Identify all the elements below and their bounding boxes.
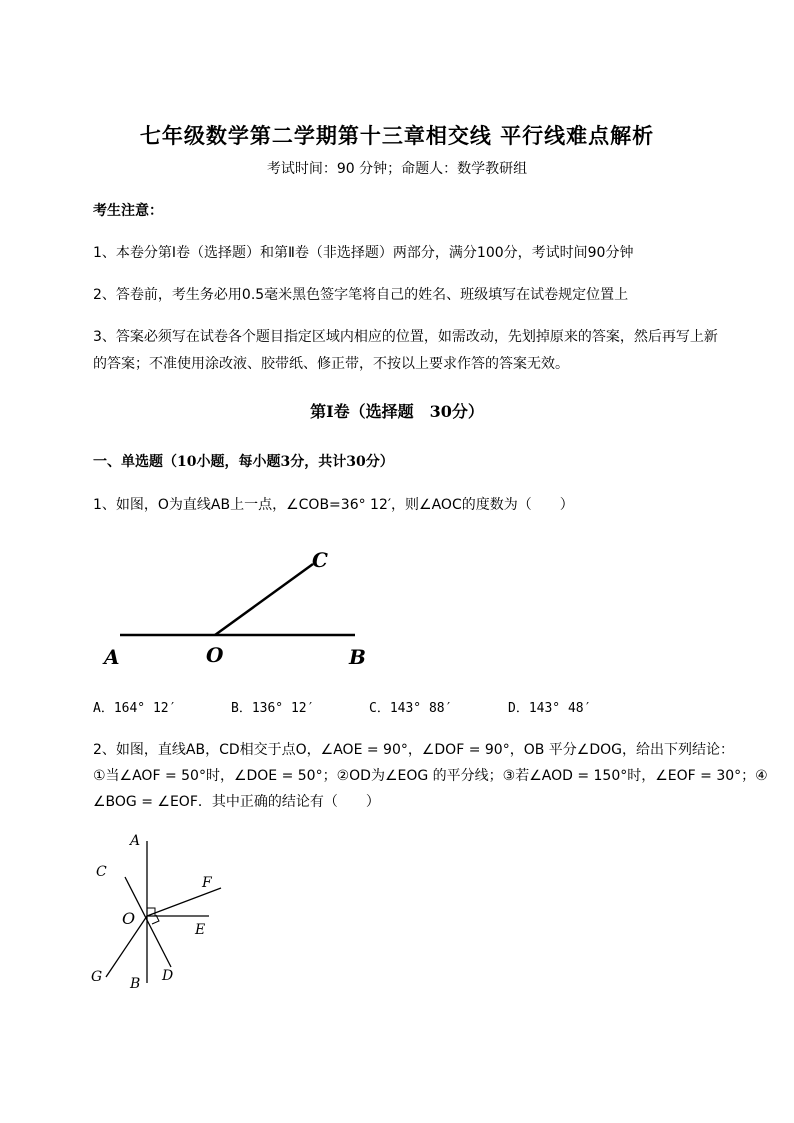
question-2-line-2: ①当∠AOF = 50°时，∠DOE = 50°；②OD为∠EOG 的平分线；③若∠AOD = 150°时，∠EOF = 30°；④ — [93, 768, 768, 784]
option-a: A．164° 12′ — [93, 701, 177, 716]
label-o: O — [122, 909, 136, 928]
subsection-title: 一、单选题（10小题，每小题3分，共计30分） — [93, 454, 394, 470]
label-c: C — [312, 548, 328, 572]
notice-item-3-line-1: 3、答案必须写在试卷各个题目指定区域内相应的位置，如需改动，先划掉原来的答案，然后再写上新 — [93, 329, 718, 345]
option-c: C．143° 88′ — [369, 701, 453, 716]
label-d: D — [162, 968, 174, 984]
section-title: 第Ⅰ卷（选择题 30分） — [310, 402, 484, 421]
exam-info: 考试时间：90 分钟；命题人：数学教研组 — [266, 161, 528, 177]
question-2-line-1: 2、如图，直线AB，CD相交于点O，∠AOE = 90°，∠DOF = 90°，OB 平分∠DOG，给出下列结论： — [93, 742, 734, 758]
label-b: B — [130, 976, 141, 992]
notice-heading: 考生注意： — [93, 203, 163, 219]
label-b: B — [349, 645, 366, 669]
label-e: E — [195, 922, 206, 938]
question-1-text: 1、如图，O为直线AB上一点，∠COB=36° 12′，则∠AOC的度数为（ ） — [93, 497, 574, 513]
question-1-figure — [93, 540, 393, 675]
page-title: 七年级数学第二学期第十三章相交线 平行线难点解析 — [139, 123, 655, 148]
ray-oc — [215, 564, 313, 635]
option-d: D．143° 48′ — [508, 701, 592, 716]
label-f: F — [202, 875, 212, 891]
label-o: O — [206, 643, 224, 667]
ray-of — [147, 888, 221, 916]
notice-item-3-line-2: 的答案；不准使用涂改液、胶带纸、修正带，不按以上要求作答的答案无效。 — [93, 356, 569, 372]
label-a: A — [130, 833, 141, 849]
label-a: A — [104, 645, 120, 669]
question-2-figure — [83, 825, 243, 995]
notice-item-1: 1、本卷分第Ⅰ卷（选择题）和第Ⅱ卷（非选择题）两部分，满分100分，考试时间90分钟 — [93, 245, 634, 261]
notice-item-2: 2、答卷前，考生务必用0.5毫米黑色签字笔将自己的姓名、班级填写在试卷规定位置上 — [93, 287, 629, 303]
label-g: G — [91, 969, 103, 985]
question-2-line-3: ∠BOG = ∠EOF．其中正确的结论有（ ） — [93, 794, 380, 810]
option-b: B．136° 12′ — [231, 701, 315, 716]
label-c: C — [96, 864, 107, 880]
